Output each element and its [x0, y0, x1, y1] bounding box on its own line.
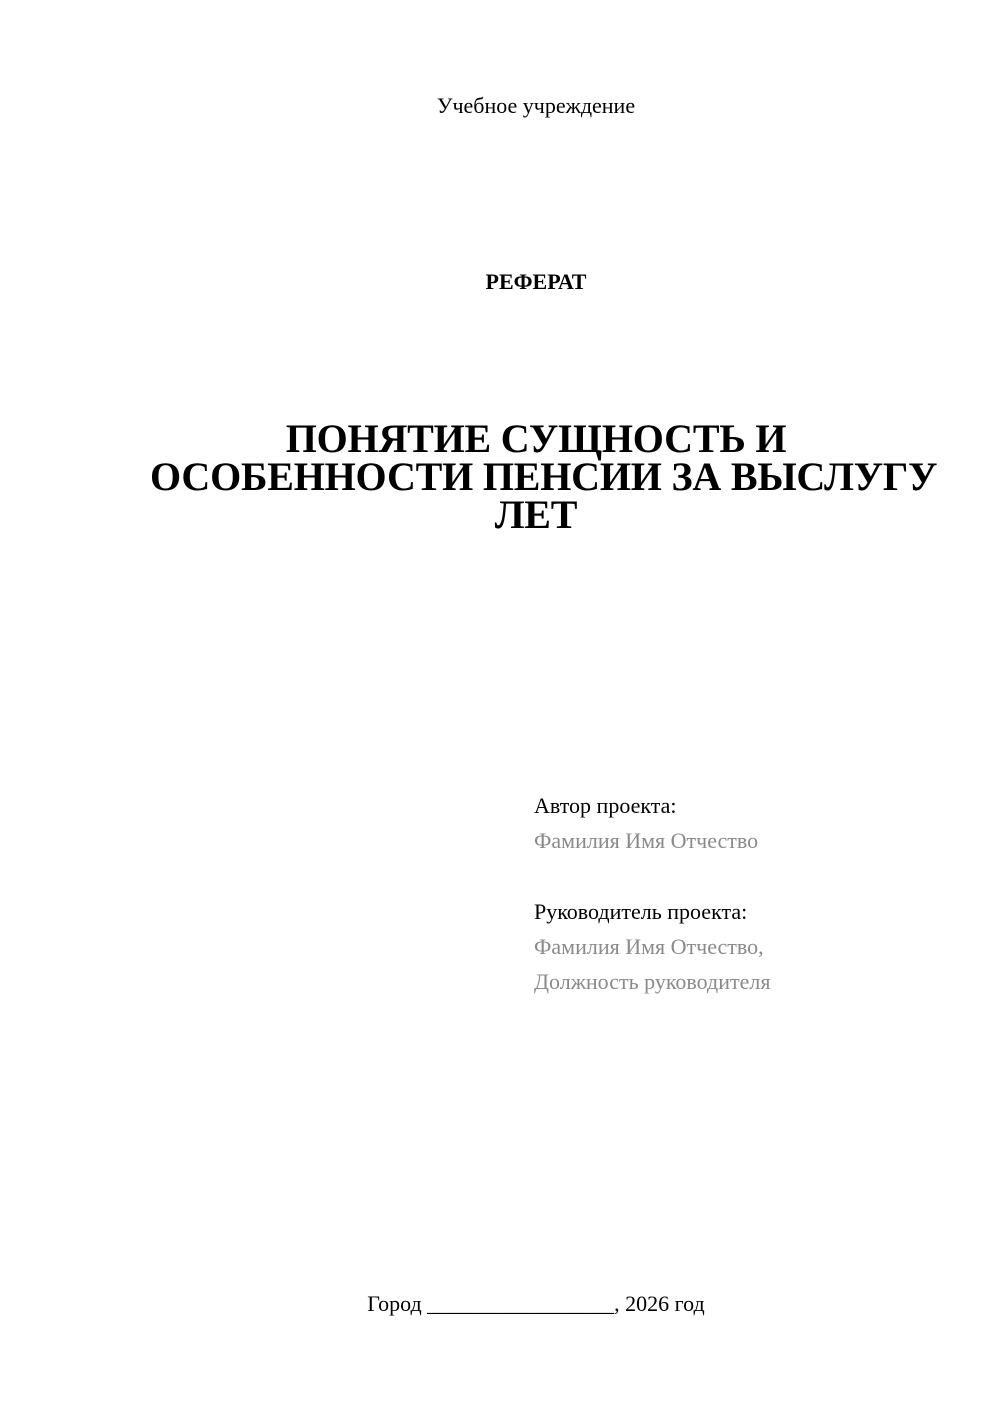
- title-line-3: ЛЕТ: [494, 492, 578, 537]
- title-line-2: ОСОБЕННОСТИ ПЕНСИИ ЗА ВЫСЛУГУ: [150, 454, 938, 499]
- supervisor-position: Должность руководителя: [534, 969, 771, 994]
- project-info: [534, 788, 974, 999]
- institution-name: Учебное учреждение: [436, 93, 636, 118]
- document-title: [150, 416, 938, 537]
- document-type: РЕФЕРАТ: [485, 269, 587, 294]
- info-spacer: [534, 858, 974, 894]
- title-line-1: ПОНЯТИЕ СУЩНОСТЬ И: [285, 416, 787, 461]
- city-year-line: Город _________________, 2026 год: [367, 1291, 705, 1316]
- author-label: Автор проекта:: [534, 793, 677, 818]
- supervisor-label: Руководитель проекта:: [534, 899, 748, 924]
- supervisor-name: Фамилия Имя Отчество,: [534, 934, 764, 959]
- author-name: Фамилия Имя Отчество: [534, 828, 759, 853]
